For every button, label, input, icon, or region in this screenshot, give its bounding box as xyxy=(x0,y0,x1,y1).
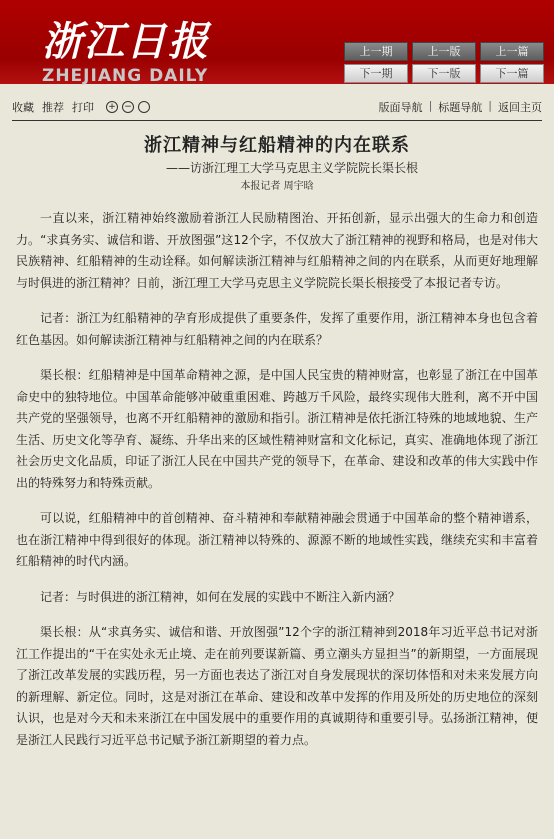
zoom-out-icon[interactable]: − xyxy=(122,101,134,113)
print-link[interactable]: 打印 xyxy=(72,101,94,114)
nav-row-next xyxy=(344,64,544,83)
article-paragraph: 渠长根：从“求真务实、诚信和谐、开放图强”12个字的浙江精神到2018年习近平总书记对浙江工作提出的“干在实处永无止境、走在前列要谋新篇、勇立潮头方显担当”的新期望，一方面展现了浙江改革发展的实践历程，另一方面也表达了浙江对自身发展现状的深切体悟和对未来发展方向的新理解、新定位。同时，这是对浙江在革命、建设和改革中发挥的作用及所处的历史地位的深刻认识，也是对今天和未来浙江在中国发展中的重要作用的真诚期待和重要引导。弘扬浙江精神，便是浙江人民践行习近平总书记赋予浙江新期望的着力点。 xyxy=(16,625,538,747)
newspaper-logo: 浙江日报 xyxy=(42,18,210,65)
separator: | xyxy=(428,99,433,112)
article-byline: 本报记者 周宇晗 xyxy=(240,181,314,192)
article-paragraph: 一直以来，浙江精神始终激励着浙江人民励精图治、开拓创新，显示出强大的生命力和创造力。“求真务实、诚信和谐、开放图强”这12个字，不仅放大了浙江精神的视野和格局，也是对伟大民族精神、红船精神的生动诠释。如何解读浙江精神与红船精神之间的内在联系，从而更好地理解与时俱进的浙江精神？日前，浙江理工大学马克思主义学院院长渠长根接受了本报记者专访。 xyxy=(16,211,538,290)
toolbar-actions xyxy=(12,99,94,115)
page-navigation-link[interactable]: 版面导航 xyxy=(378,101,423,114)
article-paragraph: 记者：与时俱进的浙江精神，如何在发展的实践中不断注入新内涵？ xyxy=(40,589,401,604)
next-article-button[interactable]: 下一篇 xyxy=(480,64,544,83)
previous-page-button[interactable]: 上一版 xyxy=(412,42,476,61)
article-toolbar xyxy=(12,94,542,121)
recommend-link[interactable]: 推荐 xyxy=(42,101,64,114)
article-paragraph: 记者：浙江为红船精神的孕育形成提供了重要条件，发挥了重要作用，浙江精神本身也包含着红色基因。如何解读浙江精神与红船精神之间的内在联系？ xyxy=(16,311,538,347)
article-paragraph: 可以说，红船精神中的首创精神、奋斗精神和奉献精神融会贯通于中国革命的整个精神谱系，也在浙江精神中得到很好的体现。浙江精神以特殊的、源源不断的地域性实践，继续充实和丰富着红船精神的时代内涵。 xyxy=(16,511,538,568)
zoom-in-icon[interactable]: + xyxy=(106,101,118,113)
home-link[interactable]: 返回主页 xyxy=(498,101,542,114)
article-subtitle: ——访浙江理工大学马克思主义学院院长渠长根 xyxy=(165,161,418,175)
next-page-button[interactable]: 下一版 xyxy=(412,64,476,83)
article-body xyxy=(0,131,554,751)
separator: | xyxy=(488,99,492,112)
next-issue-button[interactable]: 下一期 xyxy=(344,64,408,83)
previous-issue-button[interactable]: 上一期 xyxy=(344,42,408,61)
article-paragraph: 渠长根：红船精神是中国革命精神之源，是中国人民宝贵的精神财富，也彰显了浙江在中国革命史中的独特地位。中国革命能够冲破重重困难、跨越万千风险，最终实现伟大胜利，离不开中国共产党的坚强领导，也离不开红船精神的激励和指引。浙江精神是依托浙江特殊的地域地貌、生产生活、历史文化等孕育、凝练、升华出来的区域性精神财富和文化标记，真实、准确地体现了浙江社会历史文化品质，印证了浙江人民在中国共产党的领导下，在革命、建设和改革的伟大实践中作出的特殊努力和特殊贡献。 xyxy=(16,368,538,490)
nav-row-previous xyxy=(344,42,544,61)
font-zoom-controls xyxy=(106,101,150,113)
previous-article-button[interactable]: 上一篇 xyxy=(480,42,544,61)
title-navigation-link[interactable]: 标题导航 xyxy=(438,101,483,114)
newspaper-logo-english: ZHEJIANG DAILY xyxy=(42,66,209,86)
issue-navigation xyxy=(344,42,544,86)
masthead xyxy=(0,0,554,84)
zoom-reset-icon[interactable] xyxy=(138,101,150,113)
favorite-link[interactable]: 收藏 xyxy=(12,101,34,114)
site-navigation xyxy=(379,99,542,115)
article-title: 浙江精神与红船精神的内在联系 xyxy=(144,135,410,156)
